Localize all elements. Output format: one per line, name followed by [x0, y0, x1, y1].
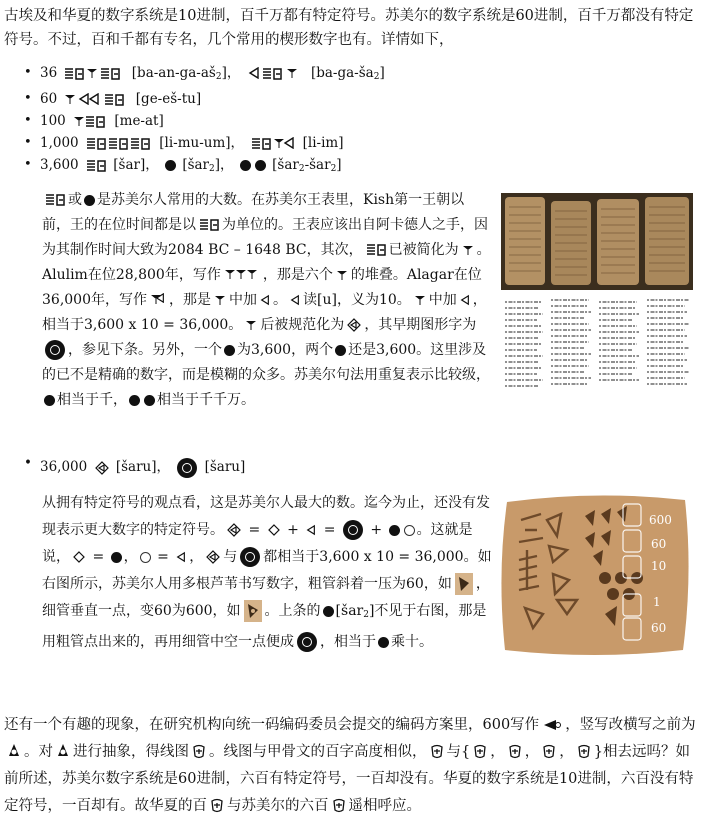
- text-fragment: ]不见于右图，那是用粗管点出来的，再用细管中空一点便成: [42, 603, 487, 650]
- filled-circle-icon: [129, 395, 140, 406]
- cuneiform-sar-icon: [45, 193, 65, 207]
- transliteration-alt: [ba-ga-ša: [310, 65, 374, 81]
- cuneiform-100-icon: [73, 115, 107, 129]
- corner-wedge-icon: [306, 524, 316, 536]
- text-fragment: 已被简化为: [388, 242, 459, 258]
- corner-wedge-icon: [460, 294, 470, 306]
- text-fragment: [šar: [335, 603, 364, 619]
- filled-circle-icon: [111, 552, 122, 563]
- filled-circle-icon: [255, 160, 266, 171]
- tablet-label-1: 1: [653, 595, 661, 609]
- text-fragment: ，竖写改横写之前为: [565, 717, 696, 733]
- text-fragment: 还是3,600。这里涉及的已不是精确的数字，而是模糊的众多。苏美尔句法用重复表示比较级，: [42, 342, 490, 383]
- wedge-icon: [245, 319, 257, 331]
- circle-in-circle-icon: [297, 632, 317, 652]
- text-fragment: +: [365, 522, 387, 538]
- intro-paragraph: 古埃及和华夏的数字系统是10进制，百千万都有特定符号。苏美尔的数字系统是60进制，百千万都没有特定符号。不过，百和千都有专名，几个常用的楔形数字也有。详情如下，: [4, 8, 694, 48]
- filled-circle-icon: [165, 160, 176, 171]
- wedge-icon: [336, 269, 348, 281]
- text-fragment: 还有一个有趣的现象，在研究机构向统一码编码委员会提交的编码方案里，600写作: [4, 717, 540, 733]
- text-fragment: }相去远吗？如前所述，苏美尔数字系统是60进制，六百有特定符号，一百却没有。华夏的数字系统是10进制，六百没有特定符号，一百却有。故华夏的百: [4, 744, 694, 814]
- transliteration-double: [šar: [272, 157, 299, 173]
- six-hundred-vertical-icon: [56, 742, 70, 762]
- number-label: 3,600: [40, 157, 79, 173]
- wedge-icon: [214, 294, 226, 306]
- open-circle-icon: [140, 552, 151, 563]
- cuneiform-36-alt-icon: [248, 67, 304, 81]
- transliteration: [ge-eš-tu]: [135, 91, 202, 107]
- text-fragment: =: [88, 549, 109, 565]
- text-fragment: 。线图与甲骨文的百字高度相似，: [209, 744, 427, 760]
- transliteration-double-2: -šar: [304, 157, 331, 173]
- tablet-label-600: 600: [649, 513, 672, 527]
- sar-paragraph: [42, 188, 492, 413]
- separator: ]，: [214, 157, 234, 173]
- tablet-label-60-b: 60: [651, 621, 667, 635]
- text-fragment: 乘十。: [391, 634, 433, 650]
- text-fragment: =: [244, 522, 265, 538]
- tablet-label-60: 60: [651, 537, 667, 551]
- text-fragment: 相当于千，: [57, 392, 127, 408]
- circle-in-circle-icon: [45, 340, 65, 360]
- text-fragment: ，细管垂直一点，变60为600，如: [42, 576, 490, 619]
- list-item-3600: [24, 154, 464, 180]
- cuneiform-60-icon: [64, 93, 128, 107]
- thin-reed-600-icon: [244, 600, 262, 622]
- filled-circle-icon: [84, 195, 95, 206]
- circle-in-circle-icon: [240, 547, 260, 567]
- diamond-icon: [206, 550, 220, 564]
- transliteration-alt: [šar: [182, 157, 210, 173]
- text-fragment: 或: [68, 192, 82, 208]
- diamond-icon: [95, 461, 109, 475]
- text-fragment: ，那是六个: [262, 267, 333, 283]
- text-fragment: 的堆叠。Alagar在位36,000年，写作: [42, 267, 482, 308]
- wedge-icon: [414, 294, 426, 306]
- diamond-outline-icon: [73, 551, 85, 563]
- transliteration: [šaru]，: [115, 459, 171, 475]
- filled-circle-icon: [224, 345, 235, 356]
- separator: ]，: [221, 65, 241, 81]
- oracle-bone-hundred-icon: [473, 744, 487, 760]
- oracle-bone-hundred-icon: [542, 744, 556, 760]
- list-item-36: [24, 62, 464, 88]
- text-fragment: 与{: [446, 744, 471, 760]
- subscript: 2: [373, 72, 380, 82]
- cuneiform-sar-icon: [366, 243, 386, 257]
- cuneiform-sar-icon: [86, 159, 106, 173]
- clay-tablet-photo: [497, 490, 693, 658]
- filled-circle-icon: [335, 345, 346, 356]
- text-fragment: 。: [273, 292, 287, 308]
- text-fragment: 与: [223, 549, 238, 565]
- text-fragment: ，: [524, 744, 540, 760]
- list-item-1000: [24, 132, 464, 154]
- text-fragment: ，参见下条。另外，一个: [68, 342, 222, 358]
- number-label: 60: [40, 91, 58, 107]
- final-paragraph: [4, 712, 696, 820]
- filled-circle-icon: [389, 525, 400, 536]
- tablet-label-10: 10: [651, 559, 667, 573]
- transliteration: [me-at]: [114, 113, 164, 129]
- text-fragment: ，: [189, 549, 204, 565]
- text-fragment: =: [319, 522, 340, 538]
- transliteration-alt: [šaru]: [204, 459, 246, 475]
- corner-wedge-icon: [290, 294, 300, 306]
- text-fragment: 中加: [229, 292, 257, 308]
- filled-circle-icon: [144, 395, 155, 406]
- text-fragment: ，相当于3,600 x 10 = 36,000。: [42, 292, 487, 333]
- text-fragment: 。Alulim在位28,800年，写作: [42, 242, 491, 283]
- text-fragment: ，: [123, 549, 138, 565]
- number-label: 1,000: [40, 135, 79, 151]
- text-fragment: 与苏美尔的六百: [227, 798, 329, 814]
- number-label: 100: [40, 113, 66, 129]
- transliteration: [šar]，: [113, 157, 159, 173]
- text-fragment: ，其早期图形字为: [364, 317, 477, 333]
- subscript: 2: [209, 164, 215, 174]
- six-wedges-icon: [224, 268, 260, 282]
- six-hundred-vertical-icon: [7, 742, 21, 762]
- text-fragment: 。这就是说，: [42, 522, 473, 565]
- text-fragment: 都相当于3,600 x 10 = 36,000。如右图所示，苏美尔人用多根芦苇书写数字，粗管斜着一压为60，如: [42, 549, 492, 592]
- text-fragment: 。上条的: [264, 603, 321, 619]
- subscript: 2: [298, 164, 305, 174]
- bracket: ]: [336, 157, 342, 173]
- cuneiform-1000-icon: [86, 137, 152, 151]
- subscript: 2: [215, 72, 222, 82]
- line-drawing-600-icon: [192, 744, 206, 760]
- filled-circle-icon: [240, 160, 251, 171]
- cuneiform-36-icon: [64, 67, 124, 81]
- open-circle-icon: [404, 525, 415, 536]
- text-fragment: 为3,600，两个: [237, 342, 334, 358]
- list-item-36000: [24, 455, 490, 478]
- text-fragment: +: [282, 522, 304, 538]
- transliteration: [li-mu-um]，: [159, 135, 245, 151]
- bracket: ]: [379, 65, 385, 81]
- wedge-corner-icon: [150, 293, 166, 307]
- line-drawing-600-icon: [430, 744, 444, 760]
- subscript: 2: [330, 164, 337, 174]
- wedge-icon: [462, 244, 474, 256]
- oracle-bone-hundred-icon: [577, 744, 591, 760]
- transliteration: [ba-an-ga-aš: [131, 65, 216, 81]
- sharu-paragraph: [42, 490, 492, 656]
- text-fragment: 后被规范化为: [260, 317, 345, 333]
- list-item-60: [24, 88, 464, 110]
- diamond-outline-icon: [268, 524, 280, 536]
- circle-in-circle-icon: [177, 458, 197, 478]
- oracle-bone-hundred-icon: [508, 744, 522, 760]
- king-list-transcription-photo: [501, 296, 693, 392]
- transliteration-alt: [li-im]: [302, 135, 344, 151]
- text-fragment: 进行抽象，得线图: [73, 744, 189, 760]
- corner-wedge-icon: [260, 294, 270, 306]
- text-fragment: ，相当于: [320, 634, 376, 650]
- thick-reed-60-icon: [455, 573, 473, 595]
- subscript: 2: [363, 610, 369, 620]
- list-item-100: [24, 110, 464, 132]
- text-fragment: 读[u]，义为10。: [303, 292, 411, 308]
- text-fragment: ，: [490, 744, 505, 760]
- text-fragment: 。对: [24, 744, 53, 760]
- text-fragment: 中加: [428, 292, 457, 308]
- oracle-bone-hundred-icon: [210, 798, 224, 814]
- text-fragment: 遥相呼应。: [348, 798, 421, 814]
- number-label: 36: [40, 65, 58, 81]
- text-fragment: 从拥有特定符号的观点看，这是苏美尔人最大的数。迄今为止，还没有发现表示更大数字的特定符号。: [42, 495, 490, 538]
- diamond-icon: [227, 523, 241, 537]
- six-hundred-horizontal-icon: [542, 718, 562, 732]
- diamond-icon: [347, 318, 361, 332]
- text-fragment: =: [152, 549, 174, 565]
- line-drawing-600-icon: [332, 798, 346, 814]
- king-list-prism-photo: [501, 193, 693, 290]
- text-fragment: 是苏美尔人常用的大数。在苏美尔王表里，Kish第一王朝以前，王的在位时间都是以: [42, 192, 465, 233]
- text-fragment: ，: [559, 744, 574, 760]
- filled-circle-icon: [44, 395, 55, 406]
- circle-in-circle-icon: [343, 520, 363, 540]
- text-fragment: ，那是: [169, 292, 211, 308]
- filled-circle-icon: [323, 606, 334, 617]
- text-fragment: 为单位的。王表应该出自阿卡德人之手，因为其制作时间大致为2084 BC – 1648 BC，其次，: [42, 217, 488, 258]
- number-list: [24, 62, 464, 180]
- filled-circle-icon: [378, 637, 389, 648]
- cuneiform-1000-alt-icon: [251, 137, 295, 151]
- corner-wedge-icon: [176, 551, 186, 563]
- cuneiform-sar-icon: [199, 218, 219, 232]
- number-label: 36,000: [40, 459, 88, 475]
- text-fragment: 相当于千千万。: [157, 392, 255, 408]
